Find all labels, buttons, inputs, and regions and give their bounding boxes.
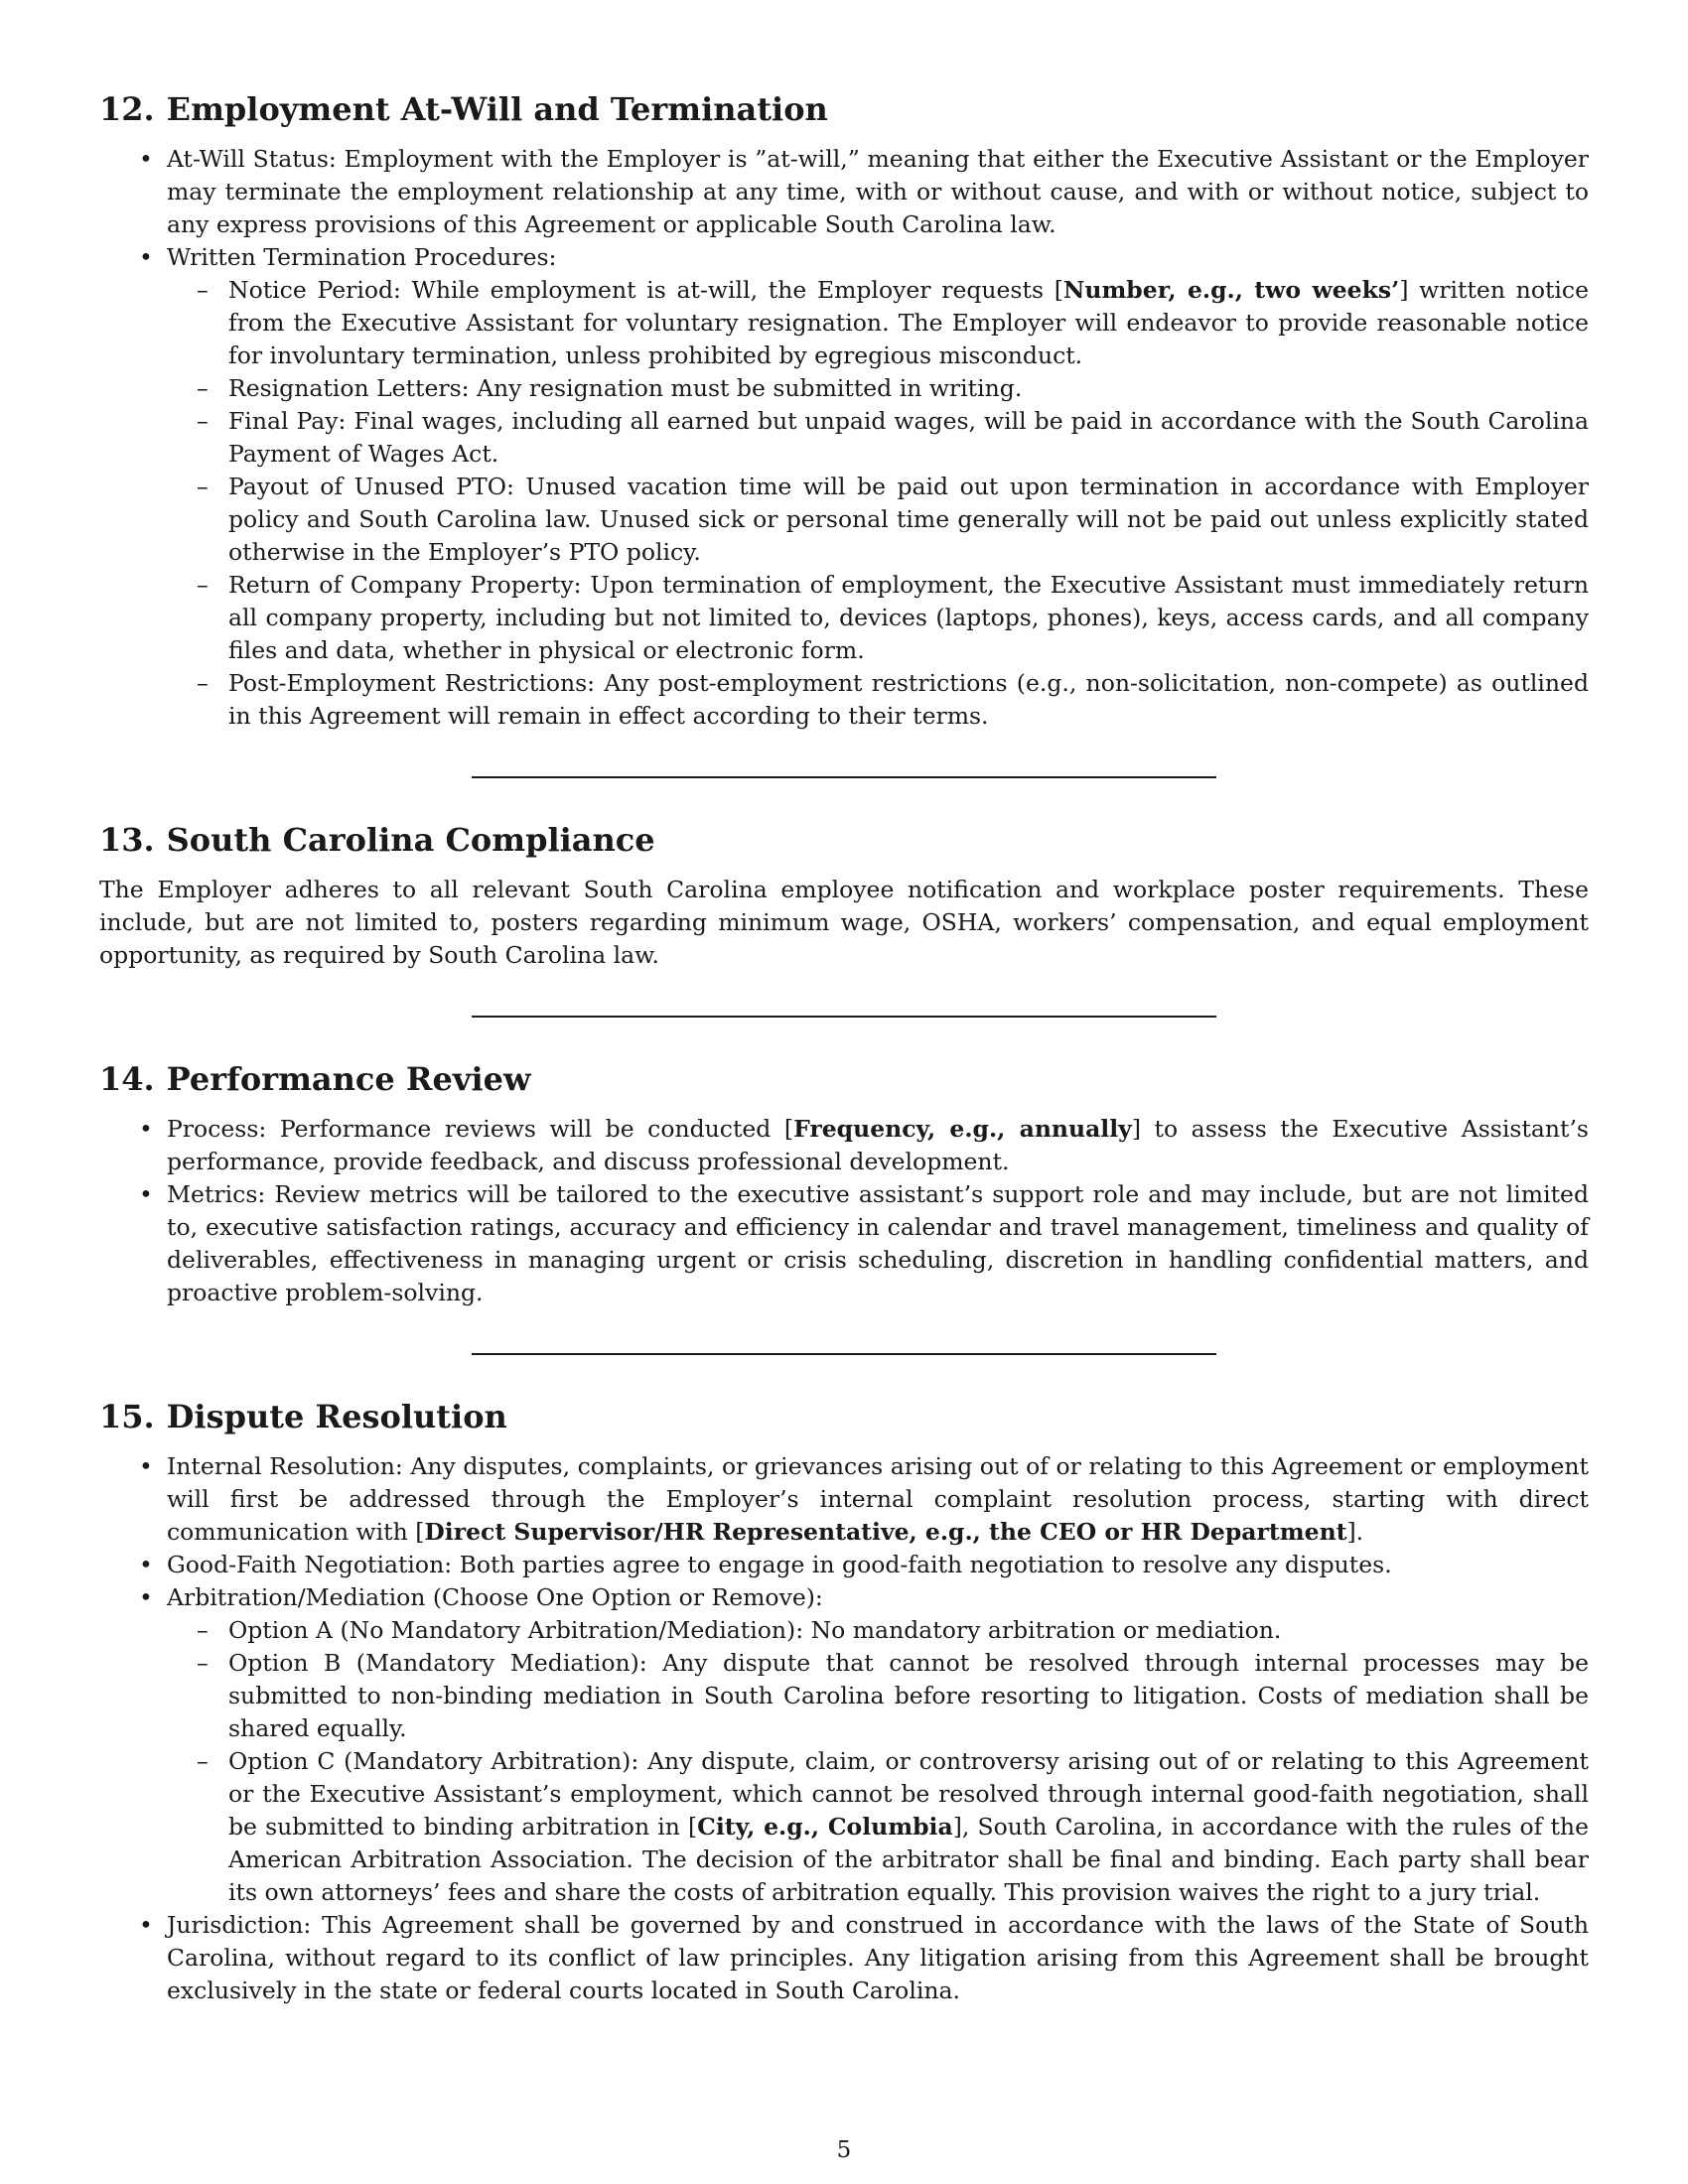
text: ]. (1346, 1518, 1364, 1546)
list-item: • Good-Faith Negotiation: Both parties agree to engage in good-faith negotiation to resolve any disputes. (99, 1549, 1589, 1581)
list-item: – Option B (Mandatory Mediation): Any dispute that cannot be resolved through internal processes may be submitted to non-binding mediation in South Carolina before resorting to litigation. Costs of mediation shall be shared equally. (167, 1647, 1589, 1745)
list-item (99, 1581, 1589, 1909)
section-divider (472, 1353, 1216, 1355)
section-13-body: The Employer adheres to all relevant South Carolina employee notification and workplace poster requirements. These include, but are not limited to, posters regarding minimum wage, OSHA, workers’ compensation, and equal employment opportunity, as required by South Carolina law. (99, 876, 1589, 969)
section-number: 15. (99, 1398, 155, 1435)
list-item (99, 1113, 1589, 1178)
list-item: • Jurisdiction: This Agreement shall be governed by and construed in accordance with the laws of the State of South Carolina, without regard to its conflict of law principles. Any litigation arising from this Agreement shall be brought exclusively in the state or federal courts located in South Carolina. (99, 1909, 1589, 2007)
placeholder-text: Direct Supervisor/HR Representative, e.g., the CEO or HR Department (424, 1518, 1347, 1546)
section-14-heading (99, 1059, 1589, 1099)
text: ] to assess the Executive Assistant’s performance, provide feedback, and discuss professional development. (167, 1115, 1589, 1175)
section-number: 12. (99, 90, 155, 128)
section-divider (472, 776, 1216, 778)
arbitration-options-list (167, 1614, 1589, 1909)
list-item (167, 1745, 1589, 1909)
section-13-heading (99, 820, 1589, 860)
list-item (99, 1450, 1589, 1549)
list-item-label: Written Termination Procedures: (167, 243, 557, 271)
section-number: 14. (99, 1060, 155, 1098)
list-item: – Resignation Letters: Any resignation must be submitted in writing. (167, 372, 1589, 405)
section-14-list (99, 1113, 1589, 1309)
placeholder-text: City, e.g., Columbia (697, 1813, 953, 1841)
section-title: Employment At-Will and Termination (166, 90, 828, 128)
section-divider (472, 1016, 1216, 1018)
list-item: – Return of Company Property: Upon termination of employment, the Executive Assistant must immediately return all company property, including but not limited to, devices (laptops, phones), keys, access cards, and all company files and data, whether in physical or electronic form. (167, 569, 1589, 667)
list-item: – Payout of Unused PTO: Unused vacation time will be paid out upon termination in accordance with Employer policy and South Carolina law. Unused sick or personal time generally will not be paid out unless explicitly stated otherwise in the Employer’s PTO policy. (167, 471, 1589, 569)
section-12-list (99, 143, 1589, 733)
list-item-label: Arbitration/Mediation (Choose One Option or Remove): (167, 1583, 823, 1611)
section-title: Performance Review (166, 1060, 531, 1098)
text: ], South Carolina, in accordance with the rules of the American Arbitration Association. The decision of the arbitrator shall be final and binding. Each party shall bear its own attorneys’ fees and share the costs of arbitration equally. This provision waives the right to a jury trial. (228, 1813, 1589, 1906)
section-12-heading (99, 89, 1589, 129)
list-item: – Post-Employment Restrictions: Any post-employment restrictions (e.g., non-solicitation, non-compete) as outlined in this Agreement will remain in effect according to their terms. (167, 667, 1589, 733)
text: Process: Performance reviews will be conducted [ (167, 1115, 794, 1143)
page-number: 5 (836, 2137, 852, 2163)
list-item (167, 274, 1589, 372)
placeholder-text: Frequency, e.g., annually (793, 1115, 1132, 1143)
section-title: Dispute Resolution (166, 1398, 507, 1435)
list-item (99, 241, 1589, 733)
list-item: • Metrics: Review metrics will be tailored to the executive assistant’s support role and may include, but are not limited to, executive satisfaction ratings, accuracy and efficiency in calendar and travel management, timeliness and quality of deliverables, effectiveness in managing urgent or crisis scheduling, discretion in handling confidential matters, and proactive problem-solving. (99, 1178, 1589, 1309)
termination-procedures-list (167, 274, 1589, 733)
list-item: • At-Will Status: Employment with the Employer is ”at-will,” meaning that either the Executive Assistant or the Employer may terminate the employment relationship at any time, with or without cause, and with or without notice, subject to any express provisions of this Agreement or applicable South Carolina law. (99, 143, 1589, 241)
text: Internal Resolution: Any disputes, complaints, or grievances arising out of or relating to this Agreement or employment will first be addressed through the Employer’s internal complaint resolution process, starting with direct communication with [ (167, 1452, 1589, 1546)
document-page (99, 89, 1589, 2007)
text: Notice Period: While employment is at-will, the Employer requests [ (228, 276, 1063, 304)
section-15-list (99, 1450, 1589, 2007)
section-number: 13. (99, 821, 155, 859)
section-title: South Carolina Compliance (166, 821, 655, 859)
list-item: – Final Pay: Final wages, including all earned but unpaid wages, will be paid in accordance with the South Carolina Payment of Wages Act. (167, 405, 1589, 471)
section-15-heading (99, 1397, 1589, 1436)
list-item: – Option A (No Mandatory Arbitration/Mediation): No mandatory arbitration or mediation. (167, 1614, 1589, 1647)
placeholder-text: Number, e.g., two weeks’ (1062, 276, 1400, 304)
text: ] written notice from the Executive Assistant for voluntary resignation. The Employer will endeavor to provide reasonable notice for involuntary termination, unless prohibited by egregious misconduct. (228, 276, 1589, 369)
text: Option C (Mandatory Arbitration): Any dispute, claim, or controversy arising out of or relating to this Agreement or the Executive Assistant’s employment, which cannot be resolved through internal good-faith negotiation, shall be submitted to binding arbitration in [ (228, 1747, 1589, 1841)
